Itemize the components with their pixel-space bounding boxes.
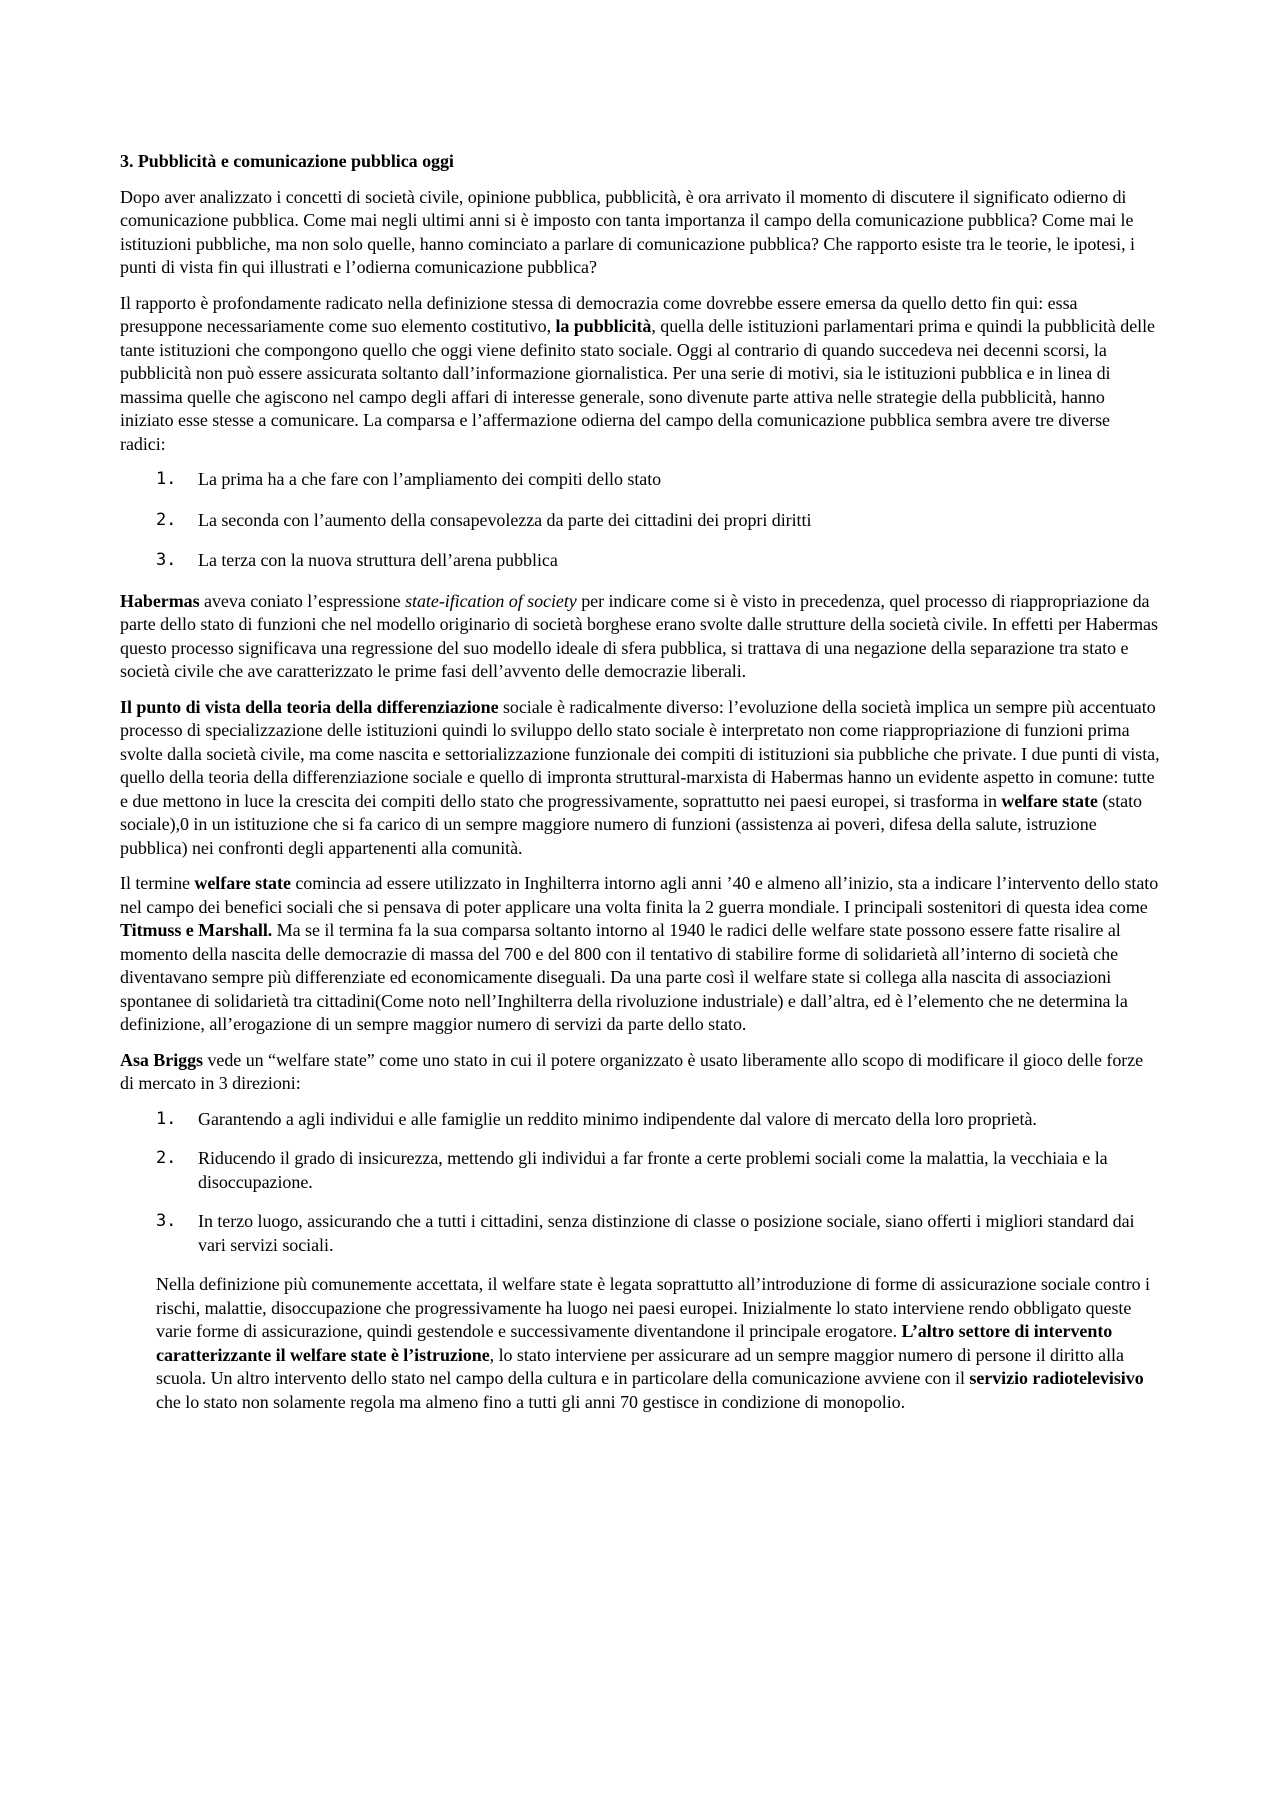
list-number: 3. (156, 1211, 177, 1231)
section-heading: 3. Pubblicità e comunicazione pubblica oggi (120, 151, 454, 171)
paragraph-definition (120, 1273, 1160, 1414)
text-span: , quella delle istituzioni parlamentari prima e quindi la pubblicità delle tante istituzioni che compongono quello che oggi viene definito stato sociale. Oggi al contrario di quando succedeva nei decenni scorsi, la pubblicità non può essere assicurata soltanto dall’informazione giornalistica. Per una serie di motivi, sia le istituzioni pubblica e in linea di massima quelle che agiscono nel campo degli affari di interesse generale, sono divenute parte attiva nelle strategie della pubblicità, hanno iniziato esse stesse a comunicare. La comparsa e l’affermazione odierna del campo della comunicazione pubblica sembra avere tre diverse radici: (120, 316, 1156, 454)
bold-term-welfare-state: welfare state (1001, 790, 1098, 811)
list-item (120, 549, 1160, 573)
directions-list (120, 1108, 1160, 1258)
document-page (120, 150, 1160, 1426)
paragraph-intro: Dopo aver analizzato i concetti di società civile, opinione pubblica, pubblicità, è ora arrivato il momento di discutere il significato odierno di comunicazione pubblica. Come mai negli ultimi anni si è imposto con tanta importanza il campo della comunicazione pubblica? Come mai le istituzioni pubbliche, ma non solo quelle, hanno cominciato a parlare di comunicazione pubblica? Che rapporto esiste tra le teorie, le ipotesi, i punti di vista fin qui illustrati e l’odierna comunicazione pubblica? (120, 186, 1135, 277)
text-span: Nella definizione più comunemente accettata, il welfare state è legata soprattutto all’introduzione di forme di assicurazione sociale contro i rischi, malattie, disoccupazione che progressivamente ha luogo nei paesi europei. Inizialmente lo stato interviene rendo obbligato queste varie forme di assicurazione, quindi gestendole e successivamente diventandone il principale erogatore. (156, 1274, 1150, 1341)
list-item-text: In terzo luogo, assicurando che a tutti i cittadini, senza distinzione di classe o posizione sociale, siano offerti i migliori standard dai vari servizi sociali. (198, 1211, 1135, 1255)
paragraph-democracy (120, 292, 1160, 457)
list-item (120, 1210, 1160, 1257)
text-span: aveva coniato l’espressione (199, 590, 406, 611)
bold-term-titmuss-marshall: Titmuss e Marshall. (120, 920, 273, 940)
list-item-text: Garantendo a agli individui e alle famiglie un reddito minimo indipendente dal valore di mercato della loro proprietà. (198, 1108, 1037, 1129)
text-span: sociale è radicalmente diverso: l’evoluzione della società implica un sempre più accentuato processo di specializzazione delle istituzioni quindi lo sviluppo dello stato sociale è interpretato non come riappropriazione di funzioni prima svolte dalla società civile, ma come nascita e settorializzazione funzionale dei compiti di istituzioni sia pubbliche che private. I due punti di vista, quello della teoria della differenziazione sociale e quello di impronta struttural-marxista di Habermas hanno un evidente aspetto in comune: tutte e due mettono in luce la crescita dei compiti dello stato che progressivamente, soprattutto nei paesi europei, si trasforma in (120, 696, 1160, 811)
text-span: (stato sociale),0 in un istituzione che si fa carico di un sempre maggiore numero di funzioni (assistenza ai poveri, difesa della salute, istruzione pubblica) nei confronti degli appartenenti alla comunità. (120, 790, 1142, 858)
list-item (120, 1108, 1160, 1132)
text-span: che lo stato non solamente regola ma almeno fino a tutti gli anni 70 gestisce in condizione di monopolio. (156, 1391, 906, 1412)
text-span: comincia ad essere utilizzato in Inghilterra intorno agli anni ’40 e almeno all’inizio, sta a indicare l’intervento dello stato nel campo dei benefici sociali che si pensava di poter applicare una volta finita la 2 guerra mondiale. I principali sostenitori di questa idea come (120, 873, 1159, 917)
bold-term-habermas: Habermas (120, 590, 200, 611)
bold-term-welfare-state: welfare state (194, 873, 291, 893)
list-number: 1. (156, 469, 177, 489)
paragraph-differentiation (120, 696, 1160, 861)
bold-term-pubblicita: la pubblicità (555, 316, 652, 336)
text-span: Il termine (120, 873, 195, 893)
list-item (120, 468, 1160, 492)
list-item-text: La seconda con l’aumento della consapevolezza da parte dei cittadini dei propri diritti (198, 509, 812, 530)
list-number: 2. (156, 1148, 177, 1168)
bold-term-istruzione: L’altro settore di intervento caratterizzante il welfare state è l’istruzione (156, 1321, 1113, 1365)
paragraph-welfare-term (120, 872, 1160, 1037)
roots-list (120, 468, 1160, 573)
list-item (120, 1147, 1160, 1194)
bold-term-differentiation: Il punto di vista della teoria della differenziazione (120, 696, 499, 717)
text-span: Ma se il termina fa la sua comparsa soltanto intorno al 1940 le radici delle welfare state possono essere fatte risalire al momento della nascita delle democrazie di massa del 700 e del 800 con il tentativo di stabilire forme di solidarietà all’interno di società che diventavano sempre più differenziate ed economicamente diseguali. Da una parte così il welfare state si collega alla nascita di associazioni spontanee di solidarietà tra cittadini(Come noto nell’Inghilterra della rivoluzione industriale) e dall’altra, ed è l’elemento che ne determina la definizione, all’erogazione di un sempre maggior numero di servizi da parte dello stato. (120, 920, 1128, 1034)
text-span: per indicare come si è visto in precedenza, quel processo di riappropriazione da parte dello stato di funzioni che nel modello originario di società borghese erano svolte dalle strutture della società civile. In effetti per Habermas questo processo significava una regressione del suo modello ideale di sfera pubblica, si trattava di una negazione della separazione tra stato e società civile che ave caratterizzato le prime fasi dell’avvento delle democrazie liberali. (120, 590, 1158, 681)
paragraph-asa-briggs (120, 1049, 1160, 1096)
list-item-text: Riducendo il grado di insicurezza, mettendo gli individui a far fronte a certe problemi sociali come la malattia, la vecchiaia e la disoccupazione. (198, 1148, 1108, 1192)
text-span: , lo stato interviene per assicurare ad un sempre maggior numero di persone il diritto alla scuola. Un altro intervento dello stato nel campo della cultura e in particolare della comunicazione avviene con il (156, 1344, 1124, 1388)
list-item-text: La terza con la nuova struttura dell’arena pubblica (198, 550, 558, 570)
italic-term: state-ification of society (405, 590, 577, 611)
paragraph-habermas (120, 590, 1160, 684)
bold-term-radiotelevisivo: servizio radiotelevisivo (969, 1368, 1144, 1388)
bold-term-asa-briggs: Asa Briggs (120, 1049, 204, 1070)
list-number: 1. (156, 1108, 177, 1129)
text-span: Il rapporto è profondamente radicato nella definizione stessa di democrazia come dovrebbe essere emersa da quello detto fin qui: essa presuppone necessariamente come suo elemento costitutivo, (120, 292, 1078, 336)
list-item-text: La prima ha a che fare con l’ampliamento dei compiti dello stato (198, 469, 662, 489)
list-item (120, 509, 1160, 533)
list-number: 2. (156, 509, 177, 530)
text-span: vede un “welfare state” come uno stato in cui il potere organizzato è usato liberamente allo scopo di modificare il gioco delle forze di mercato in 3 direzioni: (120, 1049, 1144, 1093)
list-number: 3. (156, 550, 177, 570)
